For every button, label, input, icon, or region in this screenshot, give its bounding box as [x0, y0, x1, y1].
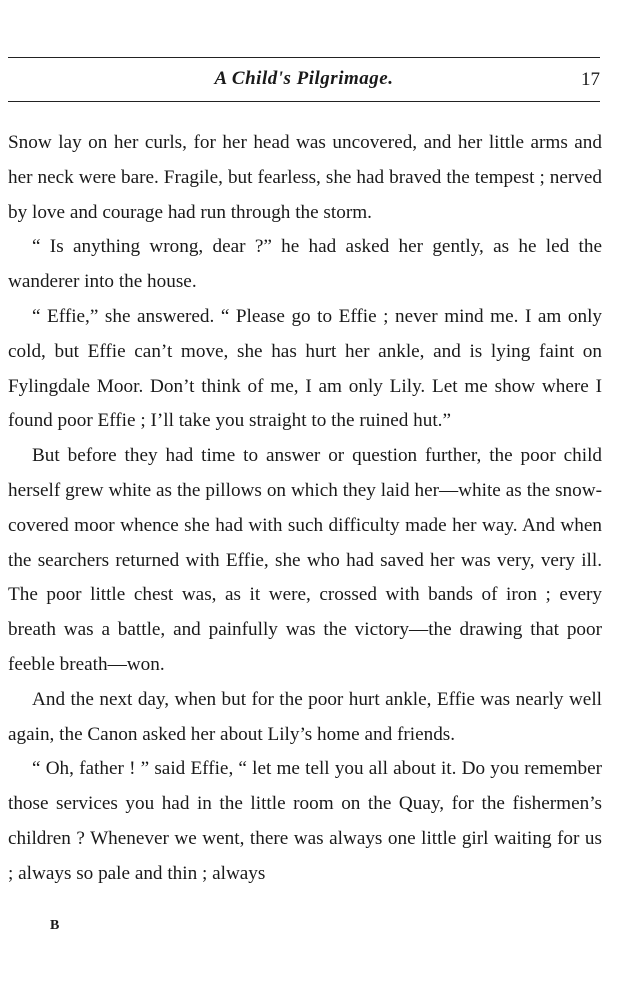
paragraph-1: Snow lay on her curls, for her head was uncovered, and her little arms and her neck were bare. Fragile, but fearless, she had braved the tempest ; nerved by love and courage had run through the storm.	[8, 132, 602, 223]
header-top-rule	[8, 57, 600, 58]
paragraph-4: But before they had time to answer or question further, the poor child herself grew white as the pillows on which they laid her—white as the snow-covered moor whence she had with such difficulty made her way. And when the searchers returned with Effie, she who had saved her was very, very ill. The poor little chest was, as it were, crossed with bands of iron ; every breath was a battle, and painfully was the victory—the drawing that poor feeble breath—won.	[8, 445, 602, 675]
paragraph-5: And the next day, when but for the poor hurt ankle, Effie was nearly well again, the Canon asked her about Lily’s home and friends.	[8, 688, 602, 745]
paragraph-3: “ Effie,” she answered. “ Please go to Effie ; never mind me. I am only cold, but Effie can’t move, she has hurt her ankle, and is lying faint on Fylingdale Moor. Don’t think of me, I am only Lily. Let me show where I found poor Effie ; I’ll take you straight to the ruined hut.”	[8, 305, 602, 432]
body-text	[8, 126, 602, 892]
running-head	[8, 68, 600, 94]
signature-mark: B	[50, 918, 60, 933]
paragraph-6: “ Oh, father ! ” said Effie, “ let me tell you all about it. Do you remember those services you had in the little room on the Quay, for the fishermen’s children ? Whenever we went, there was always one little girl waiting for us ; always so pale and thin ; always	[8, 758, 602, 884]
paragraph-2: “ Is anything wrong, dear ?” he had asked her gently, as he led the wanderer into the house.	[8, 236, 602, 293]
page-number: 17	[581, 69, 600, 90]
running-title: A Child's Pilgrimage.	[214, 68, 394, 89]
header-bottom-rule	[8, 101, 600, 102]
